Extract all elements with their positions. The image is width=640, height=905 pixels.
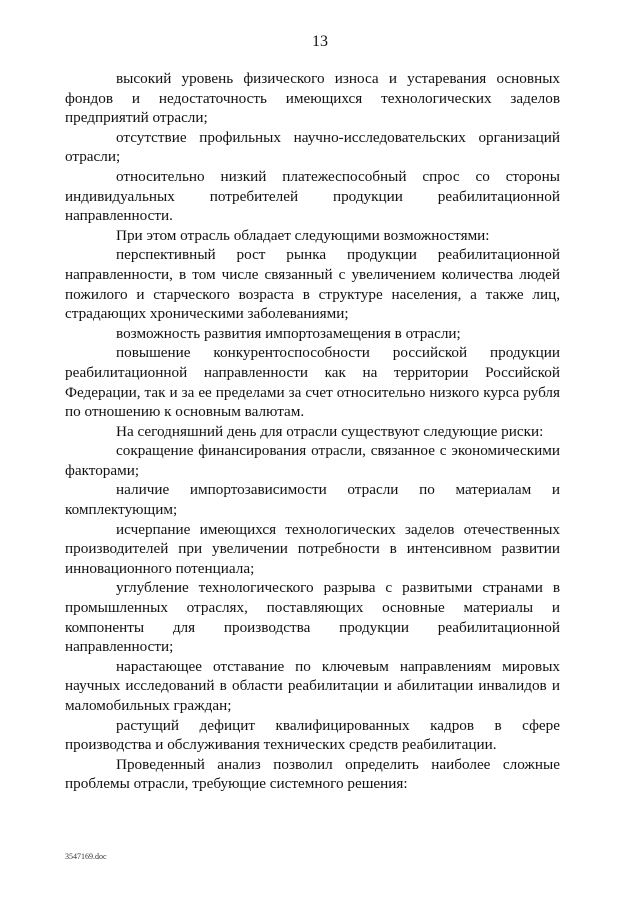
paragraph: перспективный рост рынка продукции реабилитационной направленности, в том числе связанный с увеличением количества людей пожилого и старческого возраста в структуре населения, а также лиц, страдающих хроническими заболеваниями;: [65, 246, 560, 323]
paragraph: растущий дефицит квалифицированных кадров в сфере производства и обслуживания технических средств реабилитации.: [65, 716, 560, 754]
paragraph: На сегодняшний день для отрасли существуют следующие риски:: [116, 422, 544, 440]
paragraph: Проведенный анализ позволил определить наиболее сложные проблемы отрасли, требующие системного решения:: [65, 755, 560, 793]
page-number: 13: [312, 33, 328, 50]
paragraph: нарастающее отставание по ключевым направлениям мировых научных исследований в области реабилитации и абилитации инвалидов и маломобильных граждан;: [65, 657, 560, 714]
document-body: [65, 69, 560, 794]
paragraph: высокий уровень физического износа и устаревания основных фондов и недостаточность имеющихся технологических заделов предприятий отрасли;: [65, 70, 560, 127]
paragraph: отсутствие профильных научно-исследовательских организаций отрасли;: [65, 128, 560, 166]
paragraph: относительно низкий платежеспособный спрос со стороны индивидуальных потребителей продукции реабилитационной направленности.: [65, 167, 560, 225]
paragraph: При этом отрасль обладает следующими возможностями:: [116, 226, 490, 244]
paragraph: исчерпание имеющихся технологических заделов отечественных производителей при увеличении потребности в интенсивном развитии инновационного потенциала;: [65, 520, 560, 577]
document-code: 3547169.doc: [65, 852, 107, 861]
paragraph: возможность развития импортозамещения в отрасли;: [116, 324, 461, 342]
paragraph: повышение конкурентоспособности российской продукции реабилитационной направленности как на территории Российской Федерации, так и за ее пределами за счет относительно низкого курса рубля по отношению к основным валютам.: [65, 344, 560, 421]
paragraph: сокращение финансирования отрасли, связанное с экономическими факторами;: [65, 442, 560, 479]
paragraph: углубление технологического разрыва с развитыми странами в промышленных отраслях, поставляющих основные материалы и компоненты для производства продукции реабилитационной направленности;: [65, 579, 560, 656]
paragraph: наличие импортозависимости отрасли по материалам и комплектующим;: [65, 481, 560, 519]
